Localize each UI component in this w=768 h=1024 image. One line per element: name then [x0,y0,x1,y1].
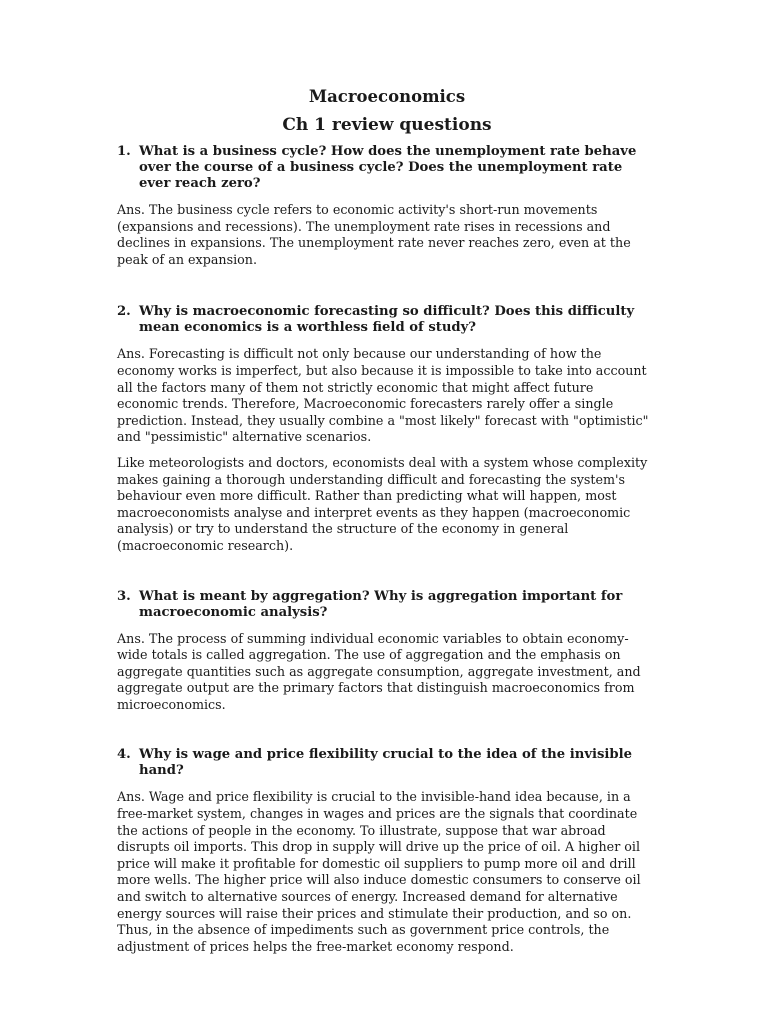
question-block-3 [117,589,657,714]
document-subtitle: Ch 1 review questions [282,115,492,135]
answer-paragraph: Ans. Forecasting is difficult not only because our understanding of how the economy works is imperfect, but also because it is impossible to take into account all the factors many of them not strictly economic that might affect future economic trends. Therefore, Macroeconomic forecasters rarely offer a single prediction. Instead, they usually combine a "most likely" forecast with "optimistic" and "pessimistic" alternative scenarios. [117,346,649,445]
document-title: Macroeconomics [308,87,466,106]
question-number: 3. [117,588,131,604]
question-number: 4. [117,747,131,763]
question-text: What is meant by aggregation? Why is aggregation important for macroeconomic analysis? [139,588,623,620]
answer-paragraph: Ans. The business cycle refers to economic activity's short-run movements (expansions and recessions). The unemployment rate rises in recessions and declines in expansions. The unemployment rate never reaches zero, even at the peak of an expansion. [117,202,631,267]
answer-paragraph: Ans. Wage and price flexibility is crucial to the invisible-hand idea because, in a free-market system, changes in wages and prices are the signals that coordinate the actions of people in the economy. To illustrate, suppose that war abroad disrupts oil imports. This drop in supply will drive up the price of oil. A higher oil price will make it profitable for domestic oil suppliers to pump more oil and drill more wells. The higher price will also induce domestic consumers to conserve oil and switch to alternative sources of energy. Increased demand for alternative energy sources will raise their prices and stimulate their production, and so on. Thus, in the absence of impediments such as government price controls, the adjustment of prices helps the free-market economy respond. [117,789,641,954]
answer-paragraph: Like meteorologists and doctors, economists deal with a system whose complexity makes gaining a thorough understanding difficult and forecasting the system's behaviour even more difficult. Rather than predicting what will happen, most macroeconomists analyse and interpret events as they happen (macroeconomic analysis) or try to understand the structure of the economy in general (macroeconomic research). [117,454,648,553]
question-number: 2. [117,304,131,320]
question-text: Why is wage and price flexibility crucial to the idea of the invisible hand? [139,747,633,779]
question-number: 1. [117,144,131,159]
answer-paragraph: Ans. The process of summing individual economic variables to obtain economy-wide totals is called aggregation. The use of aggregation and the emphasis on aggregate quantities such as aggregate consumption, aggregate investment, and aggregate output are the primary factors that distinguish macroeconomics from microeconomics. [117,630,641,712]
question-text: What is a business cycle? How does the unemployment rate behave over the course of a business cycle? Does the unemployment rate ever reach zero? [139,144,637,191]
question-block-4 [117,747,657,955]
question-heading [117,589,657,621]
document-page [117,86,657,955]
question-block-2 [117,304,657,554]
question-heading [117,747,657,779]
question-heading [117,304,657,336]
question-heading [117,144,657,192]
question-block-1 [117,144,657,268]
question-text: Why is macroeconomic forecasting so difficult? Does this difficulty mean economics is a worthless field of study? [139,304,635,336]
